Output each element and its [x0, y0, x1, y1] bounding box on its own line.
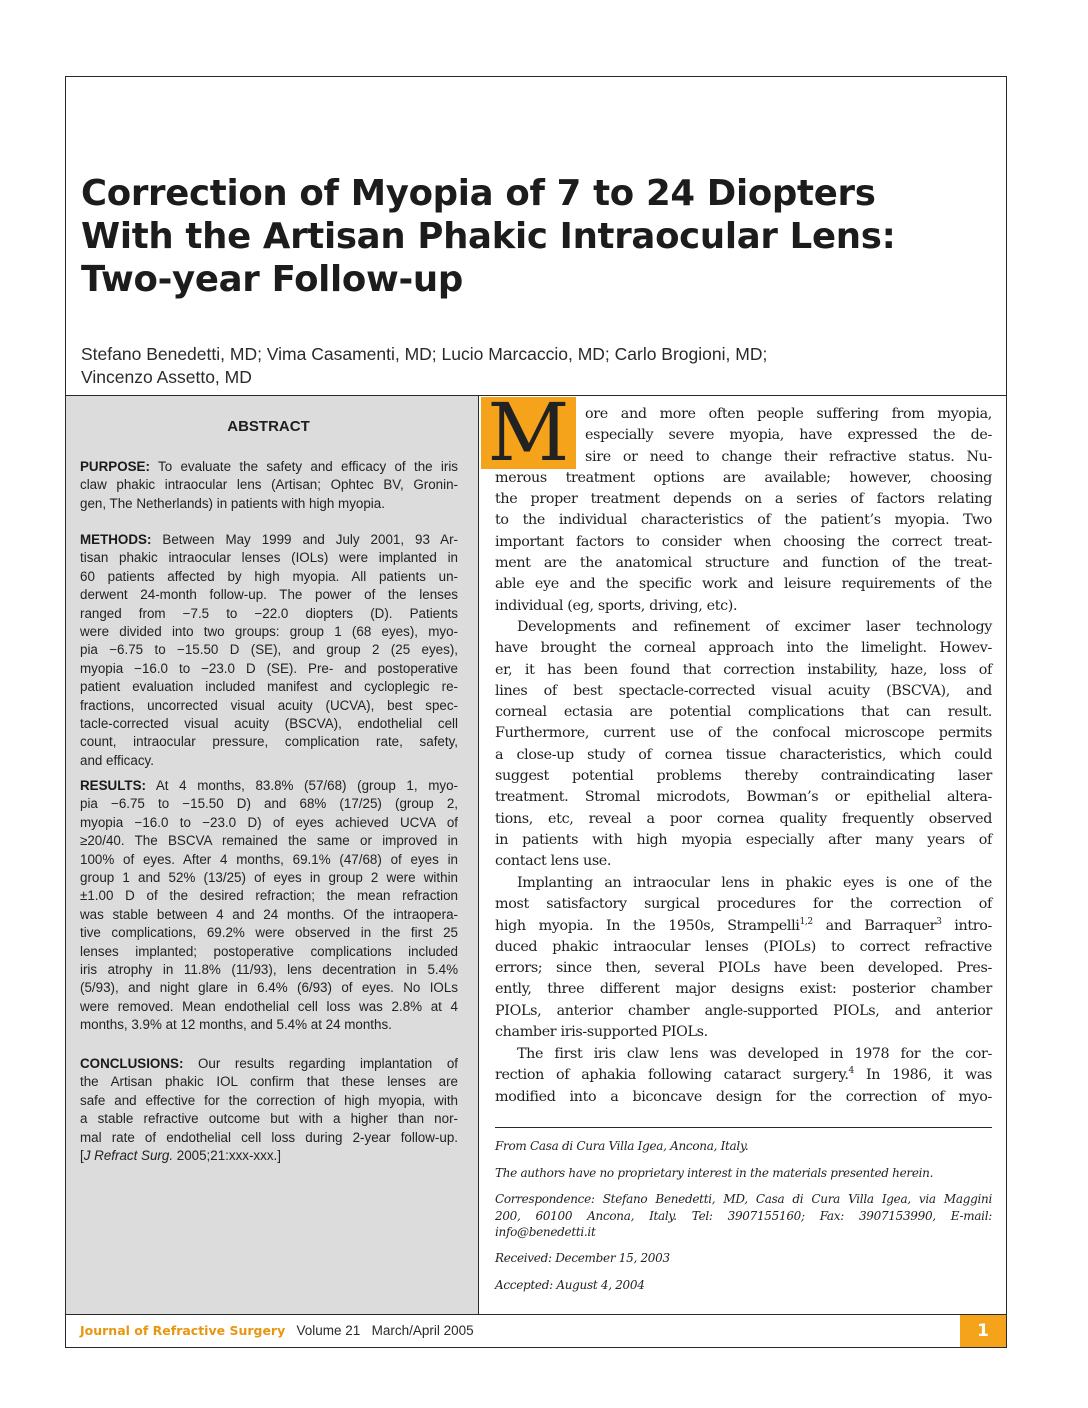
article-title: [81, 172, 981, 301]
body-paragraph-3: Implanting an intraocular lens in phakic eyes is one of the most satisfactory surgical procedures for the correction of high myopia. In the 1950s, Strampelli$^{1,2}$ and Barraquer$^3$ intro- duced phakic intraocular lenses (PIOLs) to correct refractive errors; since then, several PIOLs have been developed. Pres- ently, three different major designs exist: posterior chamber PIOLs, anterior chamber angle-supported PIOLs, and anterior chamber iris-supported PIOLs.: [495, 875, 992, 1041]
title-line: Correction of Myopia of 7 to 24 Diopters: [81, 173, 876, 214]
footnote-received: Received: December 15, 2003: [495, 1251, 670, 1265]
footnote-accepted: Accepted: August 4, 2004: [495, 1278, 645, 1292]
author-line: Vincenzo Assetto, MD: [81, 367, 252, 387]
journal-volume: Volume 21: [296, 1323, 361, 1338]
footer-divider: [65, 1314, 1007, 1315]
drop-cap: M: [481, 397, 576, 469]
abstract-heading: ABSTRACT: [227, 418, 310, 435]
page-footer: [80, 1323, 474, 1338]
body-paragraph-2: Developments and refinement of excimer laser technology have brought the corneal approach into the limelight. Howev- er, it has been found that correction instability, haze, loss of lines of best spectacle-corrected visual acuity (BSCVA), and corneal ectasia are potential complications that can result. Furthermore, current use of the confocal microscope permits a close-up study of cornea tissue characteristics, which could suggest potential problems thereby contraindicating laser treatment. Stromal microdots, Bowman’s or epithelial altera- tions, etc, reveal a poor cornea quality frequently observed in patients with high myopia especially after many years of contact lens use.: [495, 619, 992, 870]
abstract-citation: [J Refract Surg. 2005;21:xxx-xxx.]: [80, 1148, 281, 1164]
journal-issue: March/April 2005: [371, 1323, 474, 1338]
author-line: Stefano Benedetti, MD; Vima Casamenti, MD; Lucio Marcaccio, MD; Carlo Brogioni, MD;: [81, 344, 768, 364]
footnote-correspondence: Correspondence: Stefano Benedetti, MD, Casa di Cura Villa Igea, via Maggini 200, 60100 Ancona, Italy. Tel: 3907155160; Fax: 3907153990, E-mail: info@benedetti.it: [495, 1192, 992, 1239]
page-number: 1: [960, 1315, 1006, 1347]
abstract-conclusions: CONCLUSIONS: Our results regarding implantation of the Artisan phakic IOL confirm that these lenses are safe and effective for the correction of high myopia, with a stable refractive outcome but with a higher than nor- mal rate of endothelial cell loss during 2-year follow-up. [J Refract Surg. 2005;21:xxx-xxx.]: [80, 1055, 458, 1165]
body-paragraph-4: The first iris claw lens was developed in 1978 for the cor- rection of aphakia following cataract surgery.$^4$ In 1986, it was modified into a biconcave design for the correction of myo-: [495, 1046, 992, 1105]
title-line: Two-year Follow-up: [81, 259, 464, 300]
author-list: [81, 343, 961, 389]
footnote-disclosure: The authors have no proprietary interest in the materials presented herein.: [495, 1166, 934, 1180]
abstract-results: RESULTS: At 4 months, 83.8% (57/68) (group 1, myo- pia −6.75 to −15.50 D) and 68% (17/25) (group 2, myopia −16.0 to −23.0 D) of eyes achieved UCVA of ≥20/40. The BSCVA remained the same or improved in 100% of eyes. After 4 months, 69.1% (47/68) of eyes in group 1 and 52% (13/25) of eyes in group 2 were within ±1.00 D of the desired refraction; the mean refraction was stable between 4 and 24 months. Of the intraopera- tive complications, 69.2% were observed in the first 25 lenses implanted; postoperative complications included iris atrophy in 11.8% (11/93), lens decentration in 5.4% (5/93), and night glare in 6.4% (6/93) of eyes. No IOLs were removed. Mean endothelial cell loss was 2.8% at 4 months, 3.9% at 12 months, and 5.4% at 24 months.: [80, 778, 458, 1033]
methods-label: METHODS:: [80, 532, 152, 547]
journal-name: Journal of Refractive Surgery: [80, 1323, 286, 1338]
abstract-purpose: PURPOSE: To evaluate the safety and efficacy of the iris claw phakic intraocular lens (Artisan; Ophtec BV, Gronin- gen, The Netherlands) in patients with high myopia.: [80, 459, 458, 511]
footnote-affiliation: From Casa di Cura Villa Igea, Ancona, Italy.: [495, 1139, 749, 1153]
abstract-panel: [66, 396, 479, 1314]
conclusions-label: CONCLUSIONS:: [80, 1056, 184, 1071]
body-paragraph-1: ore and more often people suffering from myopia, especially severe myopia, have expressed the de- sire or need to change their refractive status. Nu- merous treatment options are available; however, choosing the proper treatment depends on a series of factors relating to the individual characteristics of the patient’s myopia. Two important factors to consider when choosing the correct treat- ment are the anatomical structure and function of the treat- able eye and the specific work and leisure requirements of the individual (eg, sports, driving, etc).: [495, 406, 992, 614]
footnote-divider: [495, 1127, 992, 1128]
title-line: With the Artisan Phakic Intraocular Lens:: [81, 216, 896, 257]
purpose-label: PURPOSE:: [80, 459, 150, 474]
results-label: RESULTS:: [80, 778, 146, 793]
abstract-methods: METHODS: Between May 1999 and July 2001, 93 Ar- tisan phakic intraocular lenses (IOLs) were implanted in 60 patients affected by high myopia. All patients un- derwent 24-month follow-up. The power of the lenses ranged from −7.5 to −22.0 diopters (D). Patients were divided into two groups: group 1 (68 eyes), myo- pia −6.75 to −15.50 D (SE), and group 2 (25 eyes), myopia −16.0 to −23.0 D (SE). Pre- and postoperative patient evaluation included manifest and cycloplegic re- fractions, uncorrected visual acuity (UCVA), best spec- tacle-corrected visual acuity (BSCVA), endothelial cell count, intraocular pressure, complication rate, safety, and efficacy.: [80, 532, 458, 768]
